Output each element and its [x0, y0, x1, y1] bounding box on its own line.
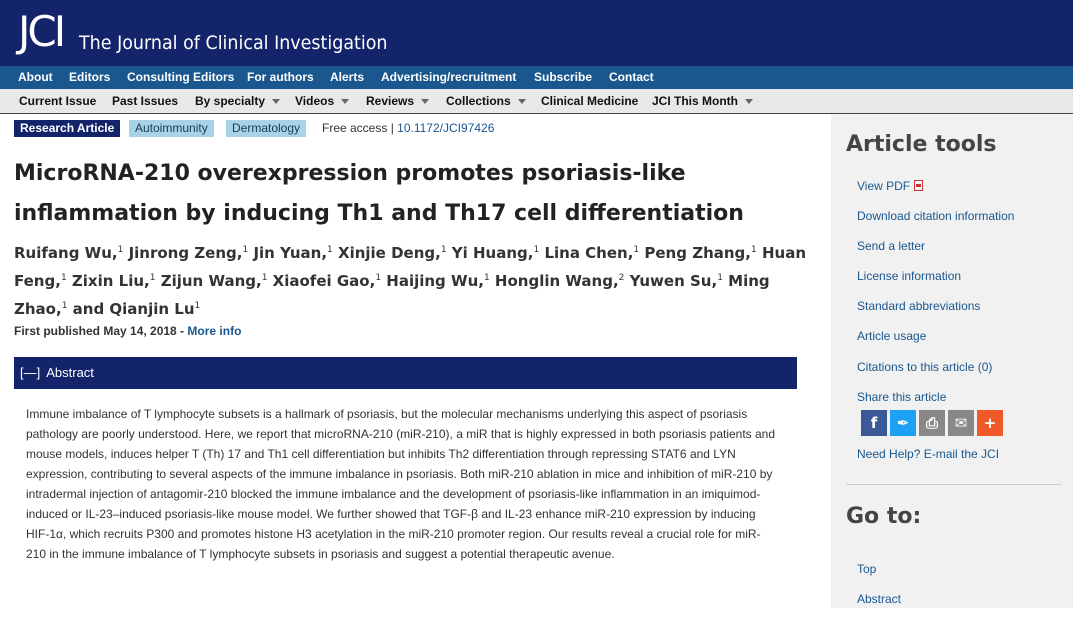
- help-email-link[interactable]: Need Help? E-mail the JCI: [857, 447, 1000, 461]
- citations-link[interactable]: Citations to this article (0): [857, 360, 993, 374]
- affiliation-marker: 1: [61, 301, 68, 311]
- affiliation-marker: 1: [149, 273, 156, 283]
- access-label: Free access: [322, 121, 388, 135]
- nav-collections[interactable]: Collections: [446, 89, 526, 114]
- journal-title[interactable]: The Journal of Clinical Investigation: [79, 32, 388, 54]
- chevron-down-icon: [518, 99, 526, 104]
- view-pdf-link[interactable]: View PDF: [857, 178, 923, 194]
- affiliation-marker: 1: [483, 273, 490, 283]
- nav-alerts[interactable]: Alerts: [330, 70, 365, 84]
- author-name[interactable]: Zixin Liu: [71, 272, 145, 290]
- author-name[interactable]: Lina Chen: [544, 244, 628, 262]
- article-type-badge: Research Article: [14, 120, 120, 137]
- share-article-link[interactable]: Share this article: [857, 390, 947, 404]
- abstract-heading: Abstract: [46, 365, 94, 380]
- chevron-down-icon: [272, 99, 280, 104]
- affiliation-marker: 1: [242, 245, 249, 255]
- nav-editors[interactable]: Editors: [69, 70, 111, 84]
- download-citation-link[interactable]: Download citation information: [857, 209, 1015, 223]
- affiliation-marker: 1: [327, 245, 333, 255]
- affiliation-marker: 1: [60, 273, 67, 283]
- send-letter-link[interactable]: Send a letter: [857, 239, 926, 253]
- goto-top-link[interactable]: Top: [857, 562, 877, 576]
- author-name[interactable]: Ming Zhao: [14, 272, 770, 318]
- more-info-link[interactable]: More info: [187, 324, 242, 338]
- nav-contact[interactable]: Contact: [609, 70, 654, 84]
- article-tools-sidebar: [831, 114, 1073, 608]
- nav-about[interactable]: About: [18, 70, 53, 84]
- twitter-icon[interactable]: ✒: [890, 410, 916, 436]
- chevron-down-icon: [421, 99, 429, 104]
- affiliation-marker: 1: [194, 301, 201, 311]
- author-name[interactable]: Ruifang Wu: [14, 244, 112, 262]
- print-icon[interactable]: ⎙: [919, 410, 945, 436]
- separator: |: [390, 121, 394, 135]
- affiliation-marker: 2: [618, 273, 625, 283]
- goto-heading: Go to:: [846, 504, 922, 529]
- author-list: Ruifang Wu,$^1$ Jinrong Zeng,$^1$ Jin Yuan,$^1$ Xinjie Deng,$^1$ Yi Huang,$^1$ Lina Chen,$^1$ Peng Zhang,$^1$ Huan Feng,$^1$ Zixin Liu,$^1$ Zijun Wang,$^1$ Xiaofei Gao,$^1$ Haijing Wu,$^1$ Honglin Wang,$^2$ Yuwen Su,$^1$ Ming Zhao,$^1$ and Qianjin Lu$^1$: [14, 244, 807, 318]
- nav-reviews[interactable]: Reviews: [366, 89, 429, 114]
- topic-tag-autoimmunity[interactable]: Autoimmunity: [129, 120, 214, 137]
- goto-abstract-link[interactable]: Abstract: [857, 592, 902, 606]
- nav-past-issues[interactable]: Past Issues: [112, 94, 179, 108]
- affiliation-marker: 1: [533, 245, 540, 255]
- chevron-down-icon: [341, 99, 349, 104]
- affiliation-marker: 1: [440, 245, 447, 255]
- divider: [846, 484, 1061, 485]
- nav-advertising[interactable]: Advertising/recruitment: [381, 70, 517, 84]
- affiliation-marker: 1: [375, 273, 382, 283]
- article-tools-heading: Article tools: [846, 132, 997, 157]
- nav-consulting-editors[interactable]: Consulting Editors: [127, 70, 235, 84]
- author-name[interactable]: Yuwen Su: [629, 272, 712, 290]
- site-header: [0, 0, 1073, 66]
- abstract-header[interactable]: [14, 357, 797, 389]
- author-name[interactable]: Xinjie Deng: [338, 244, 436, 262]
- collapse-toggle[interactable]: [—]: [20, 365, 41, 380]
- affiliation-marker: 1: [751, 245, 757, 255]
- author-name[interactable]: Huan Feng: [14, 244, 807, 290]
- author-name[interactable]: Qianjin Lu: [109, 300, 195, 318]
- email-icon[interactable]: ✉: [948, 410, 974, 436]
- more-share-icon[interactable]: +: [977, 410, 1003, 436]
- published-date: First published May 14, 2018 -: [14, 324, 185, 338]
- standard-abbreviations-link[interactable]: Standard abbreviations: [857, 299, 981, 313]
- nav-subscribe[interactable]: Subscribe: [534, 70, 593, 84]
- affiliation-marker: 1: [633, 245, 640, 255]
- author-name[interactable]: Jin Yuan: [253, 244, 322, 262]
- pdf-icon: [914, 180, 923, 191]
- affiliation-marker: 1: [117, 245, 124, 255]
- affiliation-marker: 1: [717, 273, 723, 283]
- jci-logo[interactable]: JCI: [18, 7, 64, 56]
- secondary-nav: [0, 89, 1073, 114]
- author-name[interactable]: Honglin Wang: [494, 272, 613, 290]
- share-icons: [861, 410, 1003, 436]
- nav-by-specialty[interactable]: By specialty: [195, 89, 280, 114]
- primary-nav: [0, 66, 1073, 89]
- author-name[interactable]: Yi Huang: [451, 244, 528, 262]
- author-name[interactable]: Xiaofei Gao: [272, 272, 370, 290]
- doi-link[interactable]: 10.1172/JCI97426: [397, 121, 495, 135]
- nav-current-issue[interactable]: Current Issue: [19, 94, 97, 108]
- nav-clinical-medicine[interactable]: Clinical Medicine: [541, 94, 639, 108]
- facebook-icon[interactable]: f: [861, 410, 887, 436]
- topic-tag-dermatology[interactable]: Dermatology: [226, 120, 306, 137]
- access-info: [322, 120, 494, 137]
- nav-for-authors[interactable]: For authors: [247, 70, 314, 84]
- nav-videos[interactable]: Videos: [295, 89, 349, 114]
- abstract-text: Immune imbalance of T lymphocyte subsets is a hallmark of psoriasis, but the molecular mechanisms underlying this aspect of psoriasis pathology are poorly understood. Here, we report that microRNA-210 (miR-210), a miR that is highly expressed in both psoriasis patients and mouse models, induces helper T (Th) 17 and Th1 cell differentiation but inhibits Th2 differentiation through repressing STAT6 and LYN expression, contributing to several aspects of the immune imbalance in psoriasis. Both miR-210 ablation in mice and inhibition of miR-210 by intradermal injection of antagomir-210 blocked the immune imbalance and the development of psoriasis-like inflammation in an imiquimod-induced or IL-23–induced psoriasis-like mouse model. We further showed that TGF-β and IL-23 enhance miR-210 expression by inducing HIF-1α, which recruits P300 and promotes histone H3 acetylation in the miR-210 promoter region. Our results reveal a crucial role for miR-210 in the immune imbalance of T lymphocyte subsets in psoriasis and suggest a potential therapeutic avenue.: [26, 407, 776, 561]
- author-name[interactable]: Peng Zhang: [644, 244, 746, 262]
- article-usage-link[interactable]: Article usage: [857, 329, 927, 343]
- license-info-link[interactable]: License information: [857, 269, 962, 283]
- author-name[interactable]: Jinrong Zeng: [128, 244, 237, 262]
- affiliation-marker: 1: [261, 273, 268, 283]
- author-name[interactable]: Zijun Wang: [160, 272, 256, 290]
- author-name[interactable]: Haijing Wu: [386, 272, 479, 290]
- nav-jci-this-month[interactable]: JCI This Month: [652, 89, 753, 114]
- publication-info: [14, 323, 241, 339]
- article-title: MicroRNA-210 overexpression promotes psoriasis-like inflammation by inducing Th1 and Th17 cell differentiation: [14, 161, 744, 226]
- chevron-down-icon: [745, 99, 753, 104]
